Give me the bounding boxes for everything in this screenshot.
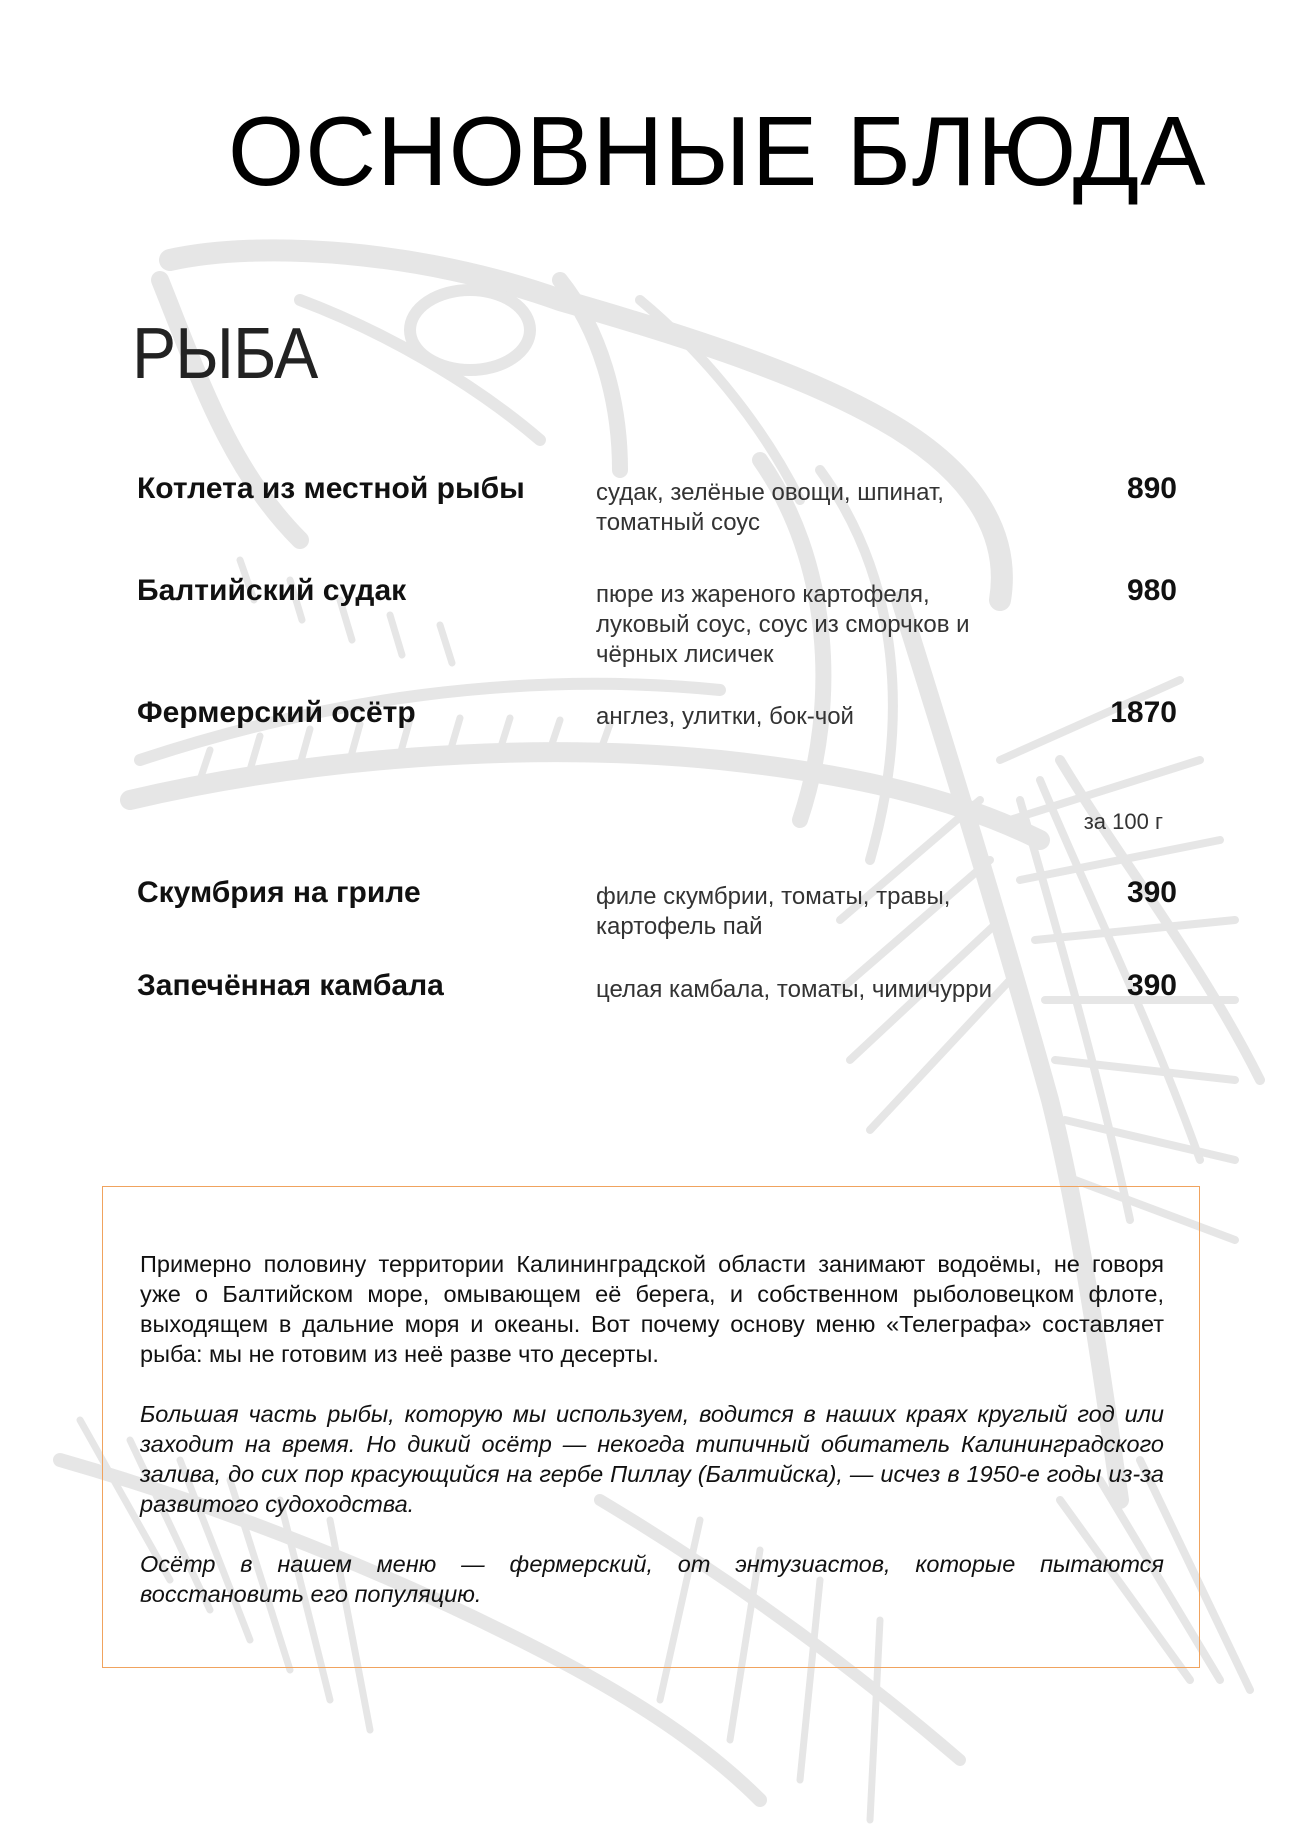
dish-price: 390 [1126,969,1177,1002]
dish-description: пюре из жареного картофеля, луковый соус, соус из сморчков и чёрных лисичек [596,581,970,668]
page-title: ОСНОВНЫЕ БЛЮДА [228,96,1207,206]
menu-item [137,969,1177,1059]
info-paragraph: Примерно половину территории Калининградской области занимают водоёмы, не говоря уже о Балтийском море, омывающем её берега, и собственном рыболовецком флоте, выходящем в дальние моря и океаны. Вот почему основу меню «Телеграфа» составляет рыба: мы не готовим из неё разве что десерты. [140,1251,1164,1367]
menu-item [137,574,1177,668]
unit-note: за 100 г [1083,809,1163,834]
menu-item [137,472,1177,562]
dish-name: Скумбрия на гриле [137,876,421,909]
info-paragraph: Осётр в нашем меню — фермерский, от энтузиастов, которые пытаются восстановить его популяцию. [140,1551,1164,1607]
dish-name: Запечённая камбала [137,969,444,1002]
dish-description: судак, зелёные овощи, шпинат, томатный соус [596,479,944,536]
dish-price: 1870 [1110,696,1177,729]
section-title: РЫБА [132,314,318,394]
dish-price: 890 [1126,472,1177,505]
info-box [102,1186,1200,1668]
dish-price: 390 [1126,876,1177,909]
menu-item [137,696,1177,786]
dish-description: целая камбала, томаты, чимичурри [596,976,992,1003]
info-paragraph: Большая часть рыбы, которую мы используем, водится в наших краях круглый год или заходит на время. Но дикий осётр — некогда типичный обитатель Калининградского залива, до сих пор красующийся на гербе Пиллау (Балтийска), — исчез в 1950-е годы из-за развитого судоходства. [140,1401,1164,1517]
dish-name: Фермерский осётр [137,696,416,729]
dish-price: 980 [1126,574,1177,607]
menu-item [137,876,1177,966]
dish-name: Котлета из местной рыбы [137,472,525,505]
dish-name: Балтийский судак [137,574,407,607]
dish-description: филе скумбрии, томаты, травы, картофель пай [596,883,951,940]
dish-description: англез, улитки, бок-чой [596,703,854,730]
